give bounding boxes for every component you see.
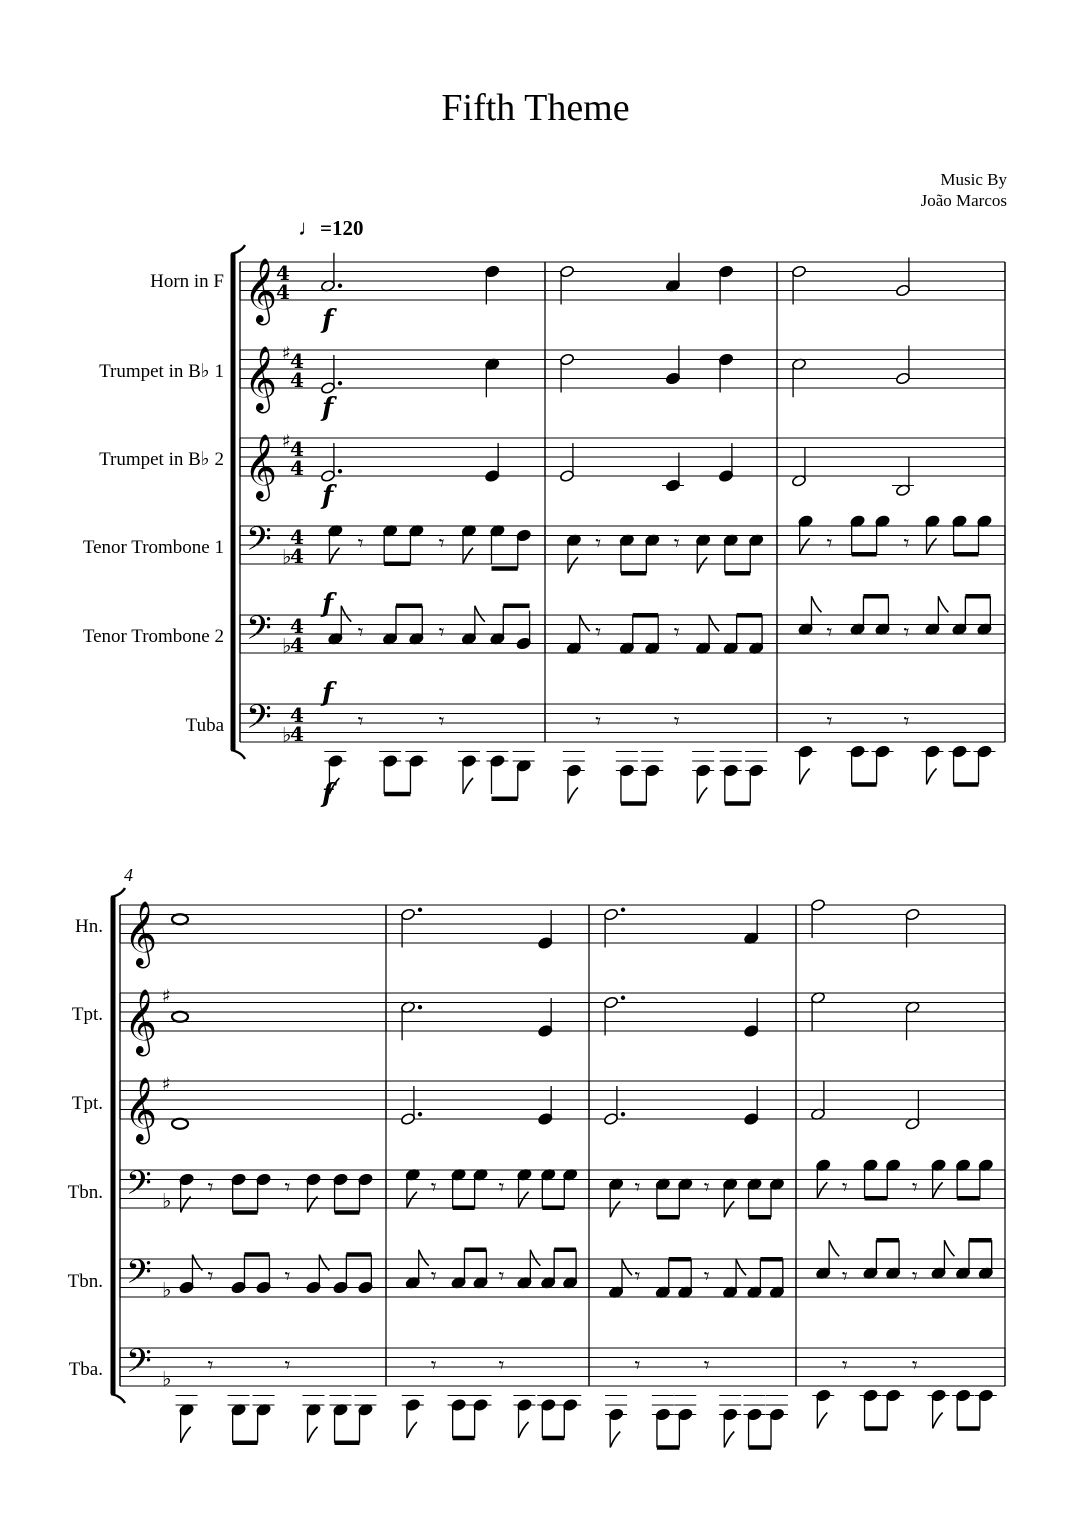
time-signature-top: 4 xyxy=(290,525,304,549)
notehead xyxy=(172,914,188,924)
bracket-top-hook xyxy=(111,888,125,897)
note-flag xyxy=(724,1201,734,1217)
treble-clef-icon: 𝄞 xyxy=(124,989,158,1054)
dynamic-forte: f xyxy=(322,393,334,423)
quarter-note-icon: ♩ xyxy=(298,215,320,240)
key-flat-icon: ♭ xyxy=(282,633,292,658)
note-flag xyxy=(580,615,590,631)
note-flag xyxy=(697,557,707,573)
time-signature-bottom: 4 xyxy=(290,633,304,657)
dynamic-forte: f xyxy=(322,589,334,619)
time-signature-bottom: 4 xyxy=(290,368,304,392)
eighth-rest-icon: 𝄾 xyxy=(673,620,680,646)
note-flag xyxy=(610,1432,620,1448)
staff xyxy=(120,1343,1005,1391)
key-flat-icon: ♭ xyxy=(162,1277,172,1302)
bass-clef-icon: 𝄢 xyxy=(126,1164,152,1211)
bass-clef-icon: 𝄢 xyxy=(246,698,272,745)
key-flat-icon: ♭ xyxy=(162,1366,172,1391)
note-flag xyxy=(800,538,810,554)
note-flag xyxy=(568,788,578,804)
eighth-rest-icon: 𝄾 xyxy=(673,531,680,557)
eighth-rest-icon: 𝄾 xyxy=(357,709,364,735)
augmentation-dot xyxy=(621,996,625,1000)
note-flag xyxy=(181,1427,191,1443)
instrument-label-trumpet-1: Trumpet in B♭ 1 xyxy=(99,361,224,382)
eighth-rest-icon: 𝄾 xyxy=(438,531,445,557)
eighth-rest-icon: 𝄾 xyxy=(207,1353,214,1379)
composer-credit-line1: Music By xyxy=(940,170,1007,189)
staff xyxy=(120,1074,1005,1144)
instrument-label-trombone-1: Tenor Trombone 1 xyxy=(82,537,224,558)
time-signature-top: 4 xyxy=(276,261,290,285)
time-signature-bottom: 4 xyxy=(290,544,304,568)
instrument-label-tuba: Tuba xyxy=(185,715,224,736)
note-flag xyxy=(308,1427,318,1443)
eighth-rest-icon: 𝄾 xyxy=(911,1264,918,1290)
tempo-value: =120 xyxy=(320,216,364,240)
augmentation-dot xyxy=(338,284,342,288)
bass-clef-icon: 𝄢 xyxy=(126,1342,152,1389)
eighth-rest-icon: 𝄾 xyxy=(703,1264,710,1290)
eighth-rest-icon: 𝄾 xyxy=(595,531,602,557)
dynamic-forte: f xyxy=(322,305,334,335)
augmentation-dot xyxy=(418,1005,422,1009)
augmentation-dot xyxy=(621,1112,625,1116)
note-flag xyxy=(811,596,821,612)
staff xyxy=(240,521,1005,620)
eighth-rest-icon: 𝄾 xyxy=(430,1175,437,1201)
eighth-rest-icon: 𝄾 xyxy=(284,1264,291,1290)
score-system-1 xyxy=(231,245,1005,809)
time-signature-top: 4 xyxy=(290,614,304,638)
note-flag xyxy=(817,1182,827,1198)
eighth-rest-icon: 𝄾 xyxy=(841,1353,848,1379)
note-flag xyxy=(927,538,937,554)
key-flat-icon: ♭ xyxy=(162,1188,172,1213)
note-flag xyxy=(724,1432,734,1448)
bracket-top-hook xyxy=(231,245,245,254)
instrument-label-tuba-abbr: Tba. xyxy=(68,1359,103,1380)
eighth-rest-icon: 𝄾 xyxy=(841,1175,848,1201)
treble-clef-icon: 𝄞 xyxy=(244,258,278,323)
key-sharp-icon: ♯ xyxy=(282,342,291,364)
note-flag xyxy=(519,1422,529,1438)
eighth-rest-icon: 𝄾 xyxy=(903,620,910,646)
bracket-bottom-hook xyxy=(111,1394,125,1403)
eighth-rest-icon: 𝄾 xyxy=(438,620,445,646)
eighth-rest-icon: 𝄾 xyxy=(284,1175,291,1201)
bass-clef-icon: 𝄢 xyxy=(126,1253,152,1300)
instrument-label-trombone-2-abbr: Tbn. xyxy=(67,1271,103,1292)
treble-clef-icon: 𝄞 xyxy=(124,1077,158,1142)
eighth-rest-icon: 𝄾 xyxy=(703,1175,710,1201)
note-flag xyxy=(938,596,948,612)
time-signature-top: 4 xyxy=(290,437,304,461)
note-flag xyxy=(419,1250,429,1266)
eighth-rest-icon: 𝄾 xyxy=(207,1175,214,1201)
note-flag xyxy=(610,1201,620,1217)
eighth-rest-icon: 𝄾 xyxy=(498,1175,505,1201)
note-flag xyxy=(530,1250,540,1266)
eighth-rest-icon: 𝄾 xyxy=(826,709,833,735)
eighth-rest-icon: 𝄾 xyxy=(498,1264,505,1290)
note-flag xyxy=(463,548,473,564)
key-flat-icon: ♭ xyxy=(282,722,292,747)
composer-credit-line2: João Marcos xyxy=(920,191,1007,210)
staff xyxy=(240,431,1005,511)
dynamic-forte: f xyxy=(322,779,334,809)
time-signature-bottom: 4 xyxy=(276,280,290,304)
note-flag xyxy=(341,606,351,622)
note-flag xyxy=(944,1240,954,1256)
eighth-rest-icon: 𝄾 xyxy=(903,709,910,735)
eighth-rest-icon: 𝄾 xyxy=(911,1175,918,1201)
measure-number: 4 xyxy=(124,865,133,885)
bass-clef-icon: 𝄢 xyxy=(246,609,272,656)
eighth-rest-icon: 𝄾 xyxy=(634,1175,641,1201)
staff xyxy=(120,986,1005,1056)
eighth-rest-icon: 𝄾 xyxy=(438,709,445,735)
staff xyxy=(120,1165,1005,1213)
page-title: Fifth Theme xyxy=(441,87,630,129)
instrument-label-horn: Horn in F xyxy=(150,271,224,292)
staff xyxy=(240,343,1005,423)
eighth-rest-icon: 𝄾 xyxy=(357,620,364,646)
note-flag xyxy=(622,1259,632,1275)
instrument-label-trumpet-2-abbr: Tpt. xyxy=(71,1093,103,1114)
eighth-rest-icon: 𝄾 xyxy=(826,620,833,646)
key-sharp-icon: ♯ xyxy=(282,430,291,452)
time-signature-bottom: 4 xyxy=(290,456,304,480)
eighth-rest-icon: 𝄾 xyxy=(903,531,910,557)
instrument-label-trumpet-2: Trumpet in B♭ 2 xyxy=(99,449,224,470)
eighth-rest-icon: 𝄾 xyxy=(430,1264,437,1290)
augmentation-dot xyxy=(338,381,342,385)
key-sharp-icon: ♯ xyxy=(162,985,171,1007)
staff xyxy=(240,610,1005,709)
eighth-rest-icon: 𝄾 xyxy=(703,1353,710,1379)
eighth-rest-icon: 𝄾 xyxy=(841,1264,848,1290)
note-flag xyxy=(463,778,473,794)
eighth-rest-icon: 𝄾 xyxy=(430,1353,437,1379)
note-flag xyxy=(817,1413,827,1429)
note-flag xyxy=(933,1182,943,1198)
note-flag xyxy=(475,606,485,622)
note-flag xyxy=(927,769,937,785)
time-signature-top: 4 xyxy=(290,703,304,727)
eighth-rest-icon: 𝄾 xyxy=(595,709,602,735)
staff xyxy=(120,901,1005,968)
eighth-rest-icon: 𝄾 xyxy=(911,1353,918,1379)
score-system-2 xyxy=(111,865,1005,1448)
note-flag xyxy=(519,1192,529,1208)
note-flag xyxy=(829,1240,839,1256)
instrument-label-horn-abbr: Hn. xyxy=(75,916,103,937)
augmentation-dot xyxy=(418,1112,422,1116)
eighth-rest-icon: 𝄾 xyxy=(357,531,364,557)
note-flag xyxy=(407,1422,417,1438)
note-flag xyxy=(800,769,810,785)
dynamic-forte: f xyxy=(322,481,334,511)
eighth-rest-icon: 𝄾 xyxy=(826,531,833,557)
notehead xyxy=(172,1012,188,1022)
time-signature-bottom: 4 xyxy=(290,722,304,746)
instrument-label-trombone-2: Tenor Trombone 2 xyxy=(82,626,224,647)
time-signature-top: 4 xyxy=(290,349,304,373)
instrument-label-trumpet-1-abbr: Tpt. xyxy=(71,1004,103,1025)
note-flag xyxy=(933,1413,943,1429)
note-flag xyxy=(736,1259,746,1275)
eighth-rest-icon: 𝄾 xyxy=(634,1353,641,1379)
note-flag xyxy=(697,788,707,804)
augmentation-dot xyxy=(338,469,342,473)
staff xyxy=(240,699,1005,810)
note-flag xyxy=(568,557,578,573)
treble-clef-icon: 𝄞 xyxy=(244,346,278,411)
treble-clef-icon: 𝄞 xyxy=(124,901,158,966)
instrument-label-trombone-1-abbr: Tbn. xyxy=(67,1182,103,1203)
eighth-rest-icon: 𝄾 xyxy=(284,1353,291,1379)
bass-clef-icon: 𝄢 xyxy=(246,520,272,567)
key-flat-icon: ♭ xyxy=(282,544,292,569)
eighth-rest-icon: 𝄾 xyxy=(634,1264,641,1290)
eighth-rest-icon: 𝄾 xyxy=(595,620,602,646)
notehead xyxy=(172,1119,188,1129)
augmentation-dot xyxy=(418,908,422,912)
note-flag xyxy=(329,548,339,564)
eighth-rest-icon: 𝄾 xyxy=(673,709,680,735)
note-flag xyxy=(407,1192,417,1208)
bracket-bottom-hook xyxy=(231,750,245,759)
key-sharp-icon: ♯ xyxy=(162,1073,171,1095)
dynamic-forte: f xyxy=(322,678,334,708)
treble-clef-icon: 𝄞 xyxy=(244,434,278,499)
note-flag xyxy=(709,615,719,631)
eighth-rest-icon: 𝄾 xyxy=(498,1353,505,1379)
eighth-rest-icon: 𝄾 xyxy=(207,1264,214,1290)
augmentation-dot xyxy=(621,908,625,912)
staff xyxy=(240,258,1005,335)
